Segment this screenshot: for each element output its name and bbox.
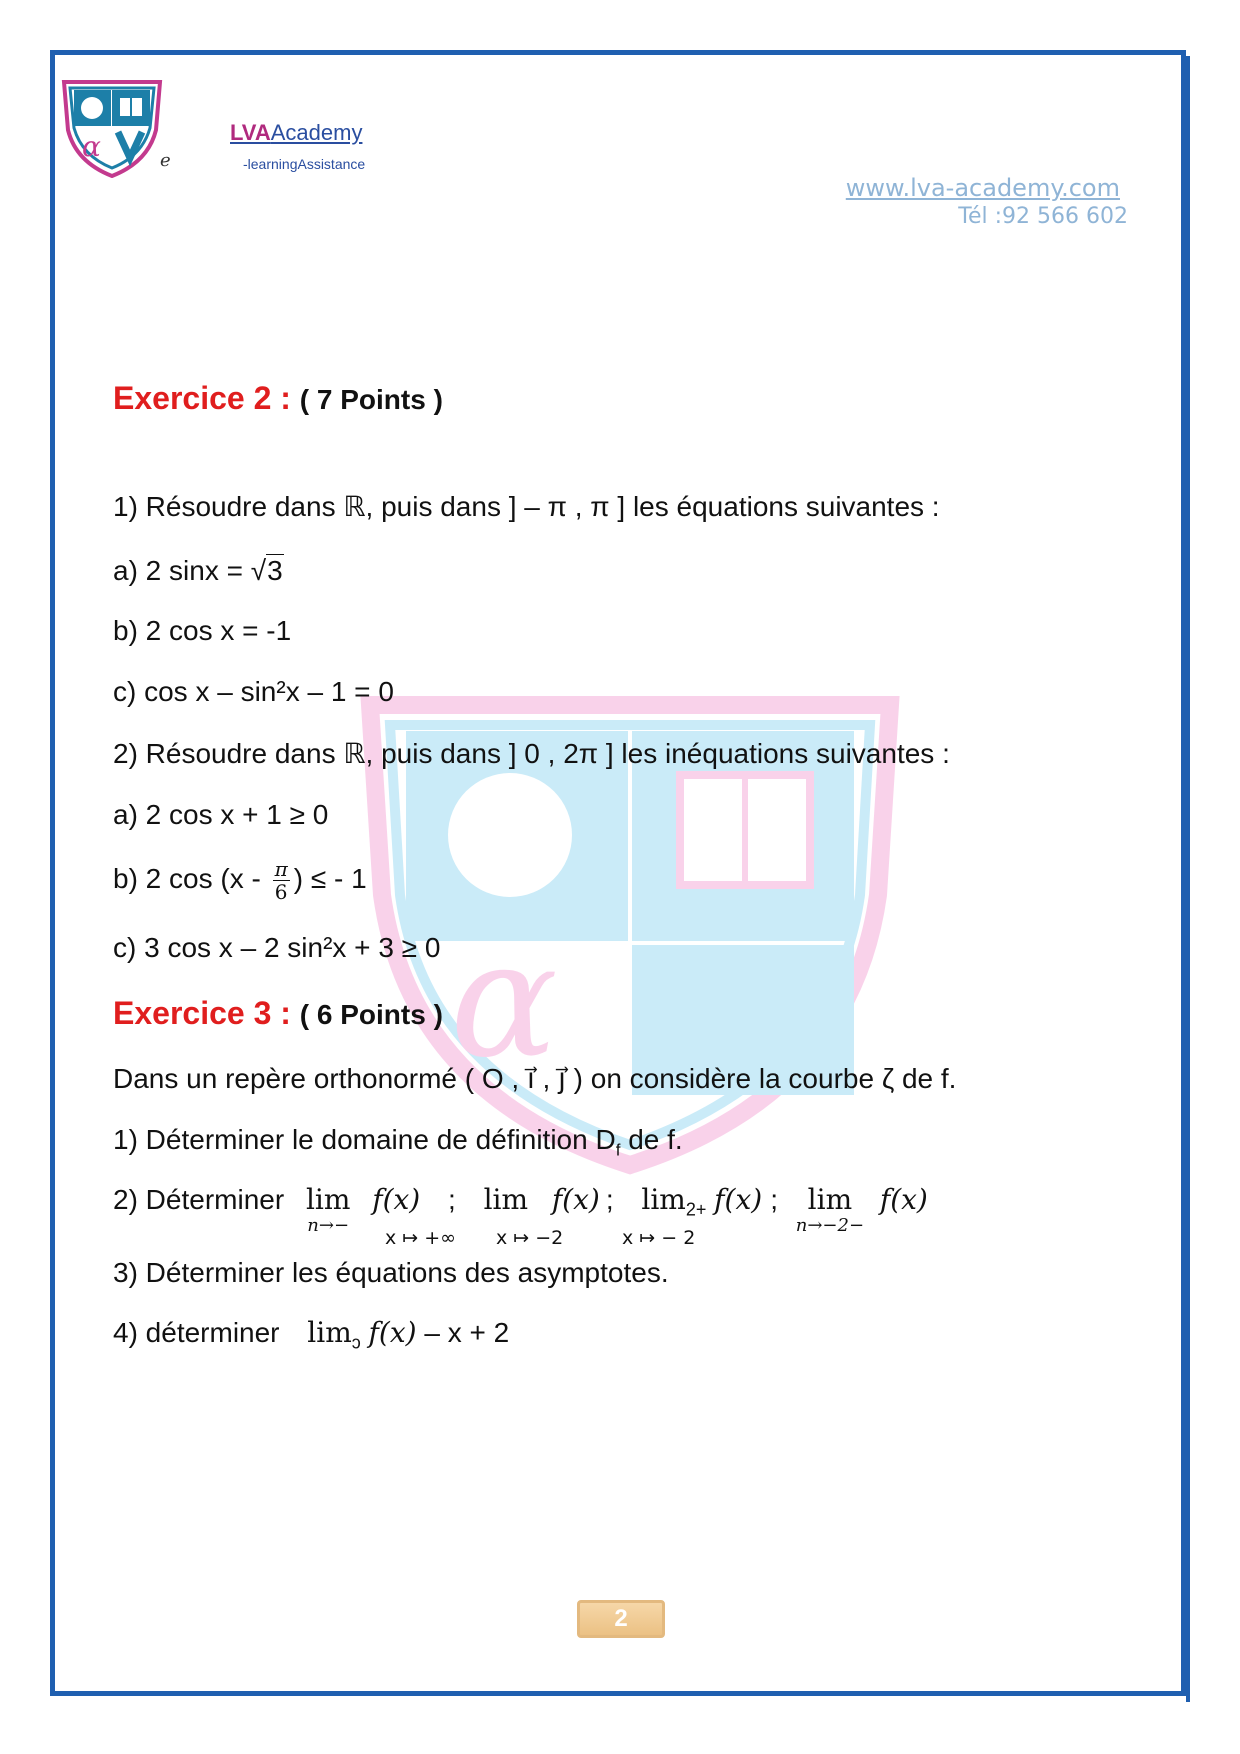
ex3-question-1 [113, 1123, 683, 1168]
ex2-question-1b: b) 2 cos x = -1 [113, 615, 292, 646]
sqrt-radicand: 3 [267, 555, 283, 586]
separator: ; [448, 1184, 456, 1215]
logo-letter: e [160, 150, 171, 171]
lim-subscript: n→−2− [795, 1215, 865, 1236]
ex3-q1-post: de f. [620, 1124, 683, 1155]
function-f-x: f(x) [368, 1316, 417, 1349]
ex3-question-3: 3) Déterminer les équations des asymptotes. [113, 1257, 669, 1288]
function-f-x: f(x) [879, 1183, 928, 1216]
ex2-q2b-pre: b) 2 cos (x - [113, 862, 269, 894]
limit-3 [641, 1183, 685, 1217]
function-f-x: f(x) [714, 1183, 763, 1216]
lim-subscript: n→− [307, 1215, 350, 1236]
ex3-intro: Dans un repère orthonormé ( O , ı⃗ , ȷ⃗ ) on considère la courbe ζ de f. [113, 1063, 957, 1094]
limit-3-bound: x ↦ − 2 [622, 1227, 696, 1249]
ex2-q1a-text: a) 2 sinx = [113, 555, 251, 586]
svg-text:α: α [82, 130, 101, 163]
sqrt-symbol: √3 [250, 555, 283, 586]
lim-word: lim [483, 1183, 529, 1216]
ex2-question-1c: c) cos x – sin²x – 1 = 0 [113, 676, 394, 707]
ex3-q1-text: 1) Déterminer le domaine de définition D [113, 1124, 616, 1155]
academy-logo [58, 78, 166, 178]
brand-tagline: -learningAssistance [243, 156, 366, 172]
fraction-denominator: 6 [274, 880, 288, 904]
limit-1 [306, 1183, 350, 1235]
limit-1-bound: x ↦ +∞ [385, 1227, 456, 1249]
exercise-2-heading [113, 380, 443, 417]
exercise-3-heading [113, 995, 443, 1032]
lim-word: lim [307, 1316, 352, 1349]
limit-2 [484, 1183, 528, 1217]
lim-subscript: ɔ [351, 1332, 361, 1353]
exercise-3-title: Exercice 3 : [113, 995, 291, 1031]
page-frame-shadow [1186, 56, 1190, 1702]
lim-word: lim [305, 1183, 351, 1216]
exercise-2-points: ( 7 Points ) [299, 384, 443, 415]
ex2-question-1: 1) Résoudre dans ℝ, puis dans ] – π , π ] les équations suivantes : [113, 491, 940, 522]
ex2-question-1a [113, 554, 284, 588]
ex2-question-2c: c) 3 cos x – 2 sin²x + 3 ≥ 0 [113, 932, 441, 963]
ex3-q4-post: – x + 2 [416, 1317, 510, 1348]
ex3-q1-subscript: f [615, 1140, 621, 1160]
exercise-2-title: Exercice 2 : [113, 380, 291, 416]
ex2-question-2b [113, 858, 367, 903]
lim-word: lim [641, 1183, 686, 1216]
ex2-question-2a: a) 2 cos x + 1 ≥ 0 [113, 799, 329, 830]
lim-superscript: 2+ [685, 1199, 707, 1220]
svg-text:α: α [450, 906, 559, 1093]
limit-4 [796, 1183, 864, 1235]
fraction-numerator: π [274, 857, 288, 881]
ex3-q2-text: 2) Déterminer [113, 1184, 285, 1215]
ex2-question-2: 2) Résoudre dans ℝ, puis dans ] 0 , 2π ] les inéquations suivantes : [113, 738, 950, 769]
limit-2-bound: x ↦ −2 [496, 1227, 564, 1249]
ex3-question-4 [113, 1316, 509, 1360]
website-link[interactable]: www.lva-academy.com [845, 174, 1120, 202]
brand-suffix: Academy [270, 120, 363, 145]
brand-name[interactable] [230, 120, 362, 146]
lim-word: lim [807, 1183, 853, 1216]
page-number: 2 [577, 1600, 665, 1638]
function-f-x: f(x) [372, 1183, 421, 1216]
limit-5 [307, 1316, 351, 1350]
brand-prefix: LVA [230, 120, 271, 145]
ex3-q4-text: 4) déterminer [113, 1317, 280, 1348]
separator: ; [770, 1184, 778, 1215]
ex2-q2b-post: ) ≤ - 1 [293, 862, 367, 894]
separator: ; [605, 1184, 614, 1215]
function-f-x: f(x) [551, 1183, 600, 1216]
fraction [273, 858, 290, 903]
phone-number: Tél :92 566 602 [958, 204, 1128, 229]
exercise-3-points: ( 6 Points ) [299, 999, 443, 1030]
